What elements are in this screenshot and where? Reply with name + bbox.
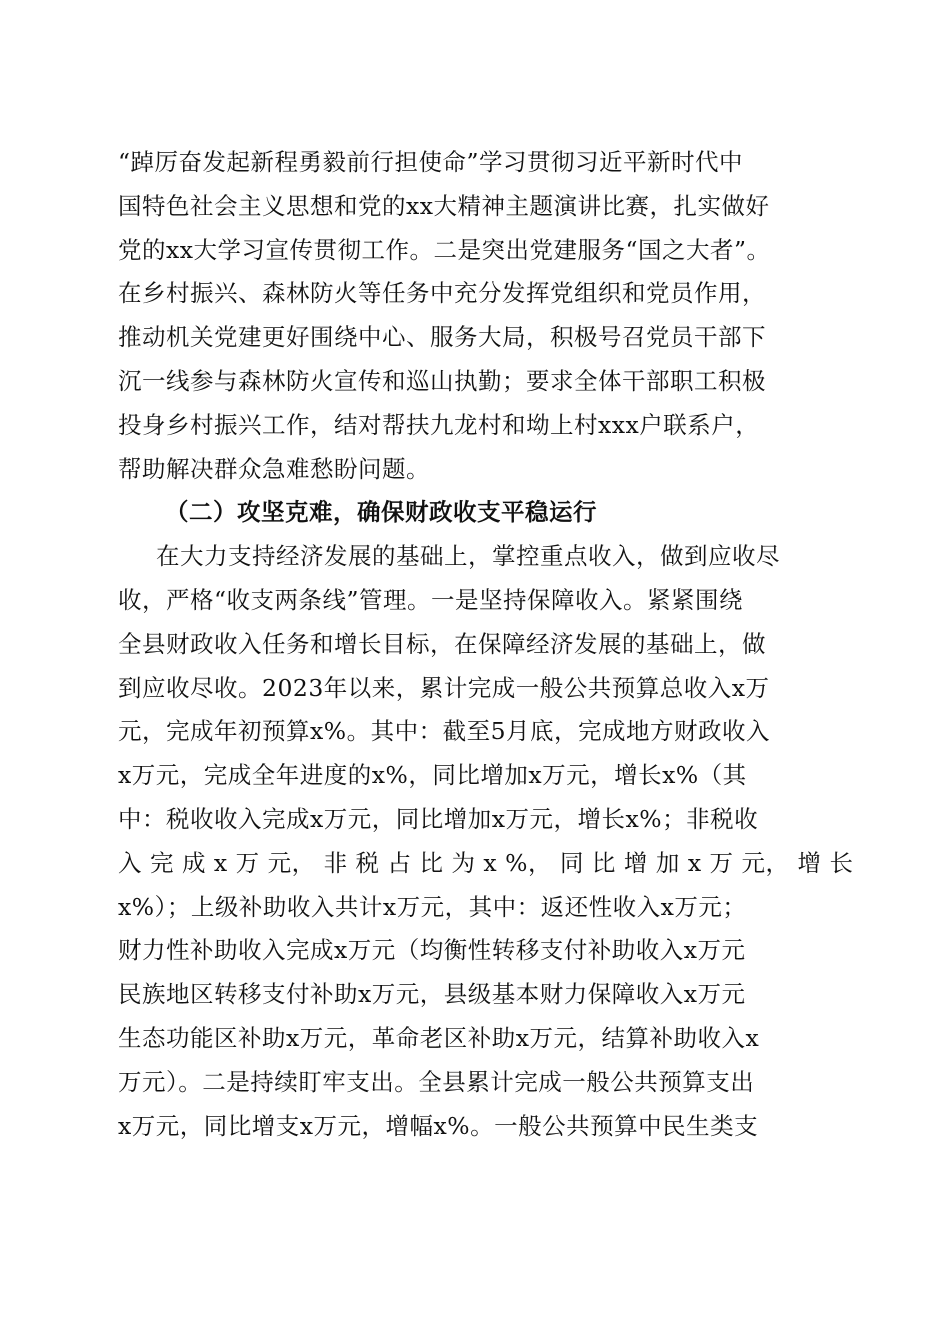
paragraph-line: “踔厉奋发起新程勇毅前行担使命”学习贯彻习近平新时代中: [118, 148, 744, 176]
paragraph-line: 在大力支持经济发展的基础上，掌控重点收入，做到应收尽: [156, 542, 780, 571]
paragraph-line: 沉一线参与森林防火宣传和巡山执勤；要求全体干部职工积极: [118, 366, 766, 395]
paragraph-line: x万元，完成全年进度的x%，同比增加x万元，增长x%（其: [118, 761, 747, 790]
paragraph-line: 全县财政收入任务和增长目标，在保障经济发展的基础上，做: [118, 629, 766, 658]
paragraph-line: 党的xx大学习宣传贯彻工作。二是突出党建服务“国之大者”。: [118, 235, 771, 264]
paragraph-line: 入 完 成 x 万 元， 非 税 占 比 为 x %， 同 比 增 加 x 万 元， 增 长: [118, 848, 854, 877]
paragraph-line: 财力性补助收入完成x万元（均衡性转移支付补助收入x万元: [118, 936, 746, 965]
section-heading: （二）攻坚克难，确保财政收支平稳运行: [165, 498, 597, 527]
paragraph-line: 帮助解决群众急难愁盼问题。: [118, 454, 430, 483]
paragraph-line: x万元，同比增支x万元，增幅x%。一般公共预算中民生类支: [118, 1111, 759, 1140]
body-text: [118, 141, 854, 1148]
paragraph-line: 到应收尽收。2023年以来，累计完成一般公共预算总收入x万: [118, 673, 770, 702]
paragraph-line: 中：税收收入完成x万元，同比增加x万元，增长x%；非税收: [118, 804, 759, 833]
paragraph-line: 在乡村振兴、森林防火等任务中充分发挥党组织和党员作用，: [118, 279, 766, 308]
paragraph-line: 推动机关党建更好围绕中心、服务大局，积极号召党员干部下: [118, 323, 766, 352]
paragraph-line: 民族地区转移支付补助x万元，县级基本财力保障收入x万元: [118, 980, 746, 1009]
paragraph-line: 万元）。二是持续盯牢支出。全县累计完成一般公共预算支出: [118, 1067, 755, 1096]
paragraph-line: 投身乡村振兴工作，结对帮扶九龙村和坳上村xxx户联系户，: [118, 410, 760, 439]
paragraph-line: 国特色社会主义思想和党的xx大精神主题演讲比赛，扎实做好: [118, 191, 770, 220]
paragraph-line: 生态功能区补助x万元，革命老区补助x万元，结算补助收入x: [118, 1023, 760, 1052]
paragraph-line: x%）；上级补助收入共计x万元，其中：返还性收入x万元；: [118, 892, 747, 921]
paragraph-line: 收，严格“收支两条线”管理。一是坚持保障收入。紧紧围绕: [118, 585, 744, 614]
paragraph-line: 元，完成年初预算x%。其中：截至5月底，完成地方财政收入: [118, 717, 771, 746]
